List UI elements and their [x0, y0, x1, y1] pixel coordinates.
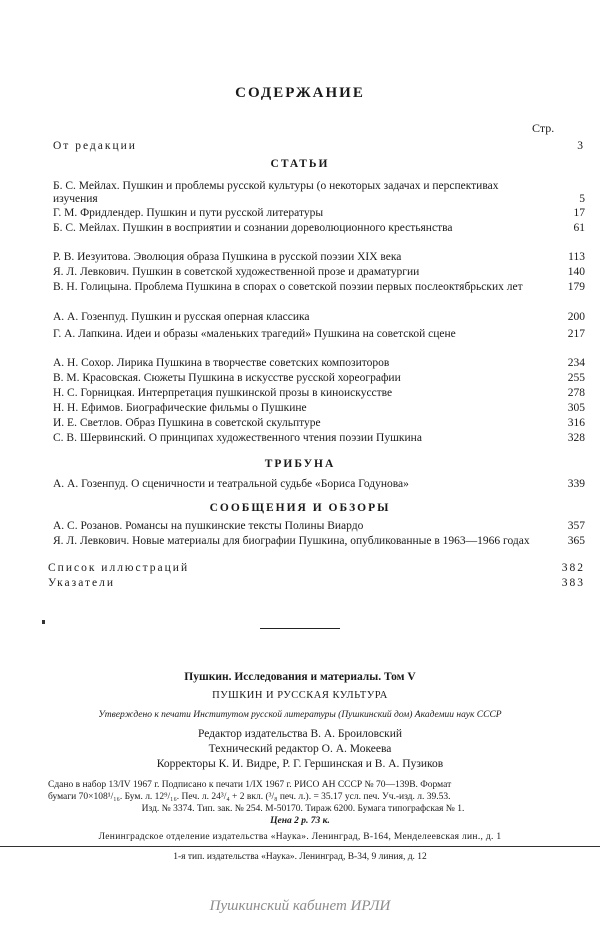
toc-entry-page: 5 — [579, 193, 585, 205]
tech-editor-line: Технический редактор О. А. Мокеева — [208, 743, 392, 755]
toc-entry-text: Список иллюстраций — [48, 562, 190, 574]
toc-entry-page: 316 — [567, 417, 585, 429]
volume-title: ПУШКИН И РУССКАЯ КУЛЬТУРА — [212, 690, 388, 701]
toc-entry-intro — [53, 140, 599, 153]
toc-entry-text: В. М. Красовская. Сюжеты Пушкина в искусстве русской хореографии — [53, 372, 401, 384]
toc-entry-page: 255 — [567, 372, 585, 384]
toc-entry-page: 305 — [567, 402, 585, 414]
approval-line: Утверждено к печати Институтом русской литературы (Пушкинский дом) Академии наук СССР — [98, 710, 502, 720]
toc-entry — [53, 520, 599, 533]
toc-entry-text: А. А. Гозенпуд. Пушкин и русская оперная классика — [53, 311, 310, 323]
proofreaders-line: Корректоры К. И. Видре, Р. Г. Гершинская и В. А. Пузиков — [156, 758, 444, 770]
toc-entry-text: Б. С. Мейлах. Пушкин и проблемы русской культуры (о некоторых задачах и перспективах изучения — [53, 180, 499, 205]
toc-entry — [53, 281, 599, 294]
toc-entry-indexes — [48, 577, 599, 590]
toc-entry — [53, 402, 599, 415]
print-details-line: Изд. № 3374. Тип. зак. № 254. М-50170. Тираж 6200. Бумага типографская № 1. — [141, 804, 465, 814]
toc-entry-page: 365 — [567, 535, 585, 547]
toc-entry — [53, 266, 599, 279]
toc-entry-text: Я. Л. Левкович. Новые материалы для биографии Пушкина, опубликованные в 1963—1966 годах — [53, 535, 530, 547]
toc-entry-text: И. Е. Светлов. Образ Пушкина в советской скульптуре — [53, 417, 321, 429]
toc-entry — [53, 387, 599, 400]
toc-entry-page: 383 — [561, 577, 585, 589]
publisher-line: Ленинградское отделение издательства «Наука». Ленинград, В-164, Менделеевская лин., д. 1 — [98, 832, 502, 842]
toc-entry — [53, 222, 599, 235]
toc-entry-text: Н. Н. Ефимов. Биографические фильмы о Пушкине — [53, 402, 307, 414]
page-title: СОДЕРЖАНИЕ — [235, 85, 365, 101]
toc-entry-text: В. Н. Голицына. Проблема Пушкина в спорах о советской поэзии первых послеоктябрьских лет — [53, 281, 523, 293]
toc-entry-text: Н. С. Горницкая. Интерпретация пушкинской прозы в киноискусстве — [53, 387, 393, 399]
toc-entry-text: От редакции — [53, 140, 137, 152]
toc-entry-text: А. С. Розанов. Романсы на пушкинские тексты Полины Виардо — [53, 520, 364, 532]
toc-entry-page: 3 — [577, 140, 585, 152]
toc-entry-page: 61 — [573, 222, 585, 234]
page-column-header: Стр. — [532, 121, 555, 135]
toc-entry-page: 113 — [568, 251, 585, 263]
toc-entry-page: 382 — [561, 562, 585, 574]
toc-entry — [53, 535, 599, 548]
toc-entry-text: Б. С. Мейлах. Пушкин в восприятии и сознании дореволюционного крестьянства — [53, 222, 453, 234]
toc-entry-illustrations — [48, 562, 599, 575]
toc-entry-text: А. А. Гозенпуд. О сценичности и театральной судьбе «Бориса Годунова» — [53, 478, 409, 490]
toc-entry-page: 278 — [567, 387, 585, 399]
editor-line: Редактор издательства В. А. Броиловский — [197, 728, 403, 740]
toc-entry-page: 357 — [567, 520, 585, 532]
toc-entry — [53, 311, 599, 324]
print-details-line: бумаги 70×108¹/₁₆. Бум. л. 12⁹/₁₆. Печ. л. 24³/₄ + 2 вкл. (³/₈ печ. л.). = 35.17 усл. печ. Уч.-изд. л. 39.53. — [48, 792, 451, 802]
toc-entry-text: Я. Л. Левкович. Пушкин в советской художественной прозе и драматургии — [53, 266, 420, 278]
toc-entry — [53, 207, 599, 220]
printer-line: 1-я тип. издательства «Наука». Ленинград, В-34, 9 линия, д. 12 — [173, 852, 427, 862]
toc-entry-text: Указатели — [48, 577, 116, 589]
toc-entry — [53, 251, 599, 264]
toc-entry-text: Р. В. Иезуитова. Эволюция образа Пушкина в русской поэзии XIX века — [53, 251, 402, 263]
section-heading-tribune: ТРИБУНА — [264, 458, 336, 470]
toc-entry-page: 17 — [573, 207, 585, 219]
toc-entry-page: 234 — [567, 357, 585, 369]
toc-entry-text: А. Н. Сохор. Лирика Пушкина в творчестве советских композиторов — [53, 357, 390, 369]
series-title: Пушкин. Исследования и материалы. Том V — [184, 671, 416, 683]
price-line: Цена 2 р. 73 к. — [270, 816, 330, 826]
toc-entry-text: Г. А. Лапкина. Идеи и образы «маленьких трагедий» Пушкина на советской сцене — [53, 328, 456, 340]
section-heading-reports: СООБЩЕНИЯ И ОБЗОРЫ — [209, 502, 391, 514]
toc-entry — [53, 180, 599, 206]
toc-entry-text: С. В. Шервинский. О принципах художественного чтения поэзии Пушкина — [53, 432, 422, 444]
watermark: Пушкинский кабинет ИРЛИ — [209, 898, 391, 914]
print-details-line: Сдано в набор 13/IV 1967 г. Подписано к печати 1/IX 1967 г. РИСО АН СССР № 70—139В. Формат — [48, 780, 452, 790]
toc-entry-page: 339 — [567, 478, 585, 490]
toc-entry-text: Г. М. Фридлендер. Пушкин и пути русской литературы — [53, 207, 324, 219]
toc-entry — [53, 478, 599, 491]
toc-entry-page: 200 — [567, 311, 585, 323]
section-divider — [260, 628, 340, 629]
section-heading-articles: СТАТЬИ — [270, 158, 330, 170]
toc-entry-page: 179 — [567, 281, 585, 293]
toc-entry-page: 140 — [567, 266, 585, 278]
toc-entry — [53, 372, 599, 385]
toc-entry — [53, 328, 599, 341]
toc-entry — [53, 357, 599, 370]
toc-entry-page: 217 — [567, 328, 585, 340]
toc-entry — [53, 432, 599, 445]
printer-mark — [42, 620, 45, 624]
toc-entry-page: 328 — [567, 432, 585, 444]
imprint-divider — [0, 846, 600, 847]
toc-entry — [53, 417, 599, 430]
